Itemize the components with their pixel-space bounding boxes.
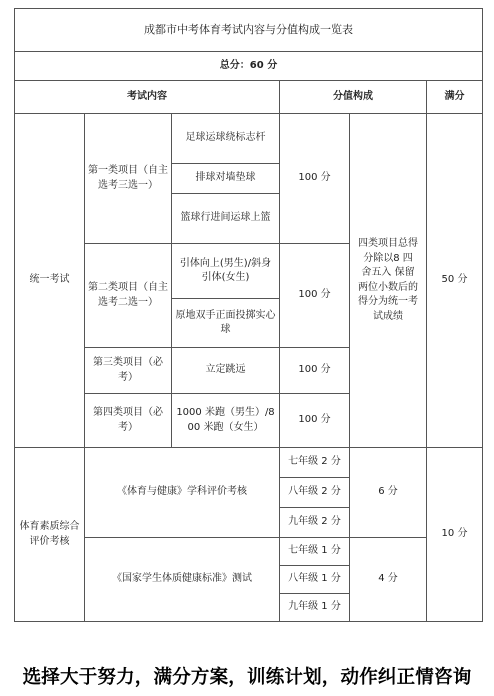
- promo-banner: 选择大于努力，满分方案，训练计划，动作纠正情咨询: [0, 655, 494, 696]
- sec2-a-grade-8: 八年级 2 分: [280, 478, 350, 508]
- sec2-a-score: 6 分: [350, 448, 427, 538]
- sec2-b-grade-8: 八年级 1 分: [280, 566, 350, 594]
- header-content: 考试内容: [15, 81, 280, 114]
- sec2-b-grade-7: 七年级 1 分: [280, 538, 350, 566]
- header-full: 满分: [427, 81, 483, 114]
- section1-note: 四类项目总得分除以8 四 舍五入 保留两位小数后的得分为统一考试成绩: [350, 114, 427, 448]
- section2-label: 体育素质综合评价考核: [15, 448, 85, 622]
- table-title: 成都市中考体育考试内容与分值构成一览表: [15, 9, 483, 52]
- sec2-b-grade-9: 九年级 1 分: [280, 594, 350, 622]
- section2-full: 10 分: [427, 448, 483, 622]
- sec2-a-grade-7: 七年级 2 分: [280, 448, 350, 478]
- score-table: [14, 8, 483, 622]
- score-table-document: [14, 8, 482, 622]
- sec2-a-name: 《体育与健康》学科评价考核: [85, 448, 280, 538]
- cat2-item-1: 引体向上(男生)/斜身引体(女生): [172, 244, 280, 299]
- cat4-name: 第四类项目（必考）: [85, 394, 172, 448]
- sec2-b-name: 《国家学生体质健康标准》测试: [85, 538, 280, 622]
- cat3-item: 立定跳远: [172, 348, 280, 394]
- cat1-item-3: 篮球行进间运球上篮: [172, 194, 280, 244]
- cat4-score: 100 分: [280, 394, 350, 448]
- section1-full: 50 分: [427, 114, 483, 448]
- cat3-score: 100 分: [280, 348, 350, 394]
- cat1-score: 100 分: [280, 114, 350, 244]
- cat1-name: 第一类项目（自主选考三选一）: [85, 114, 172, 244]
- cat2-name: 第二类项目（自主选考二选一）: [85, 244, 172, 348]
- cat1-item-1: 足球运球绕标志杆: [172, 114, 280, 164]
- sec2-a-grade-9: 九年级 2 分: [280, 508, 350, 538]
- header-composition: 分值构成: [280, 81, 427, 114]
- cat1-item-2: 排球对墙垫球: [172, 164, 280, 194]
- cat2-score: 100 分: [280, 244, 350, 348]
- cat4-item: 1000 米跑（男生）/800 米跑（女生）: [172, 394, 280, 448]
- cat3-name: 第三类项目（必考）: [85, 348, 172, 394]
- total-score: 总分：60 分: [15, 52, 483, 81]
- cat2-item-2: 原地双手正面投掷实心球: [172, 299, 280, 348]
- section1-label: 统一考试: [15, 114, 85, 448]
- sec2-b-score: 4 分: [350, 538, 427, 622]
